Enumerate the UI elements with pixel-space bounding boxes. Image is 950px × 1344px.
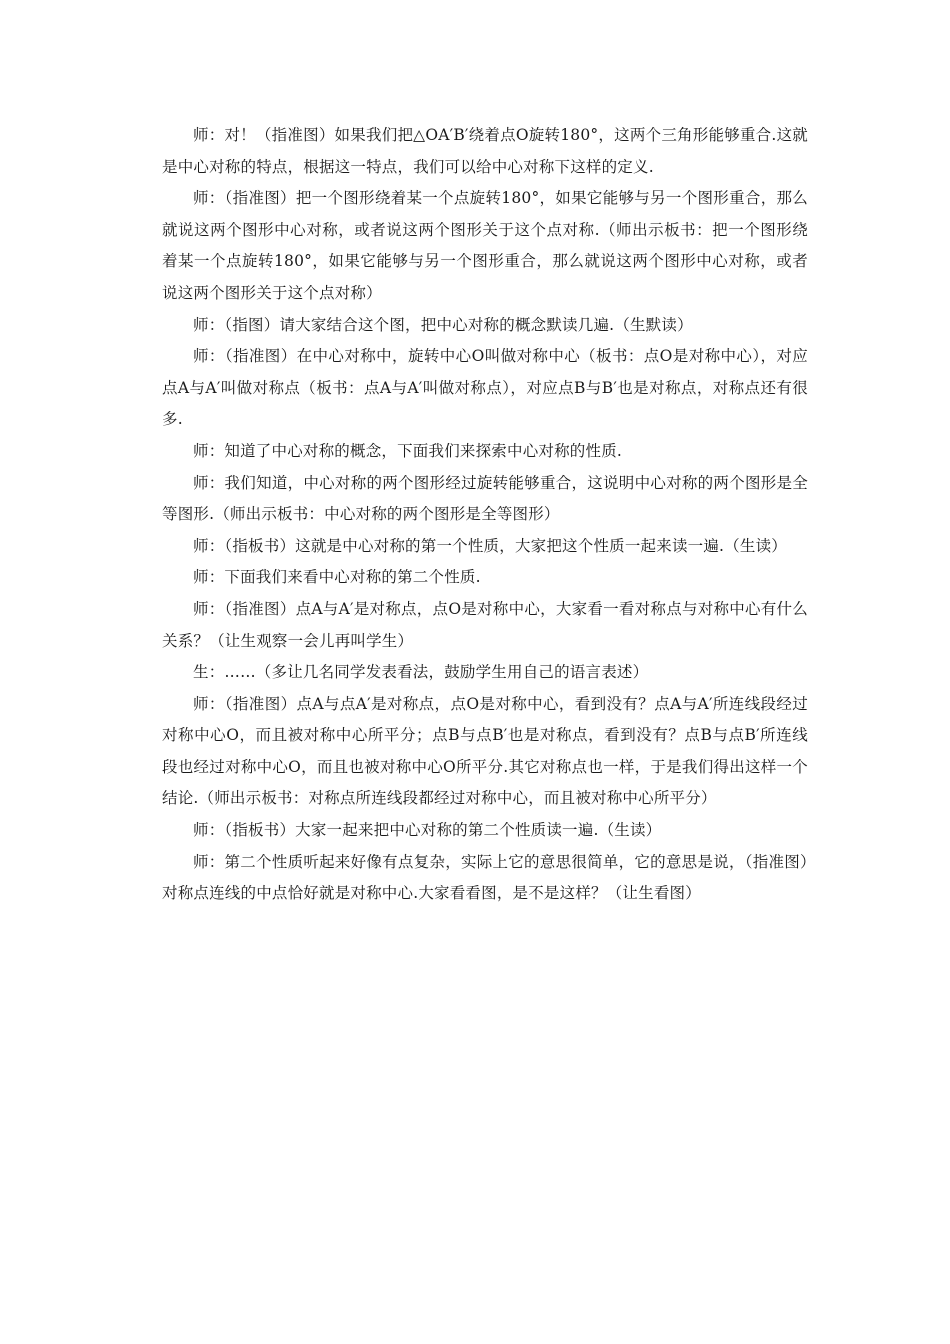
paragraph-12: 师：（指板书）大家一起来把中心对称的第二个性质读一遍.（生读） — [193, 821, 662, 840]
paragraph-8: 师：下面我们来看中心对称的第二个性质. — [193, 568, 481, 587]
lesson-transcript — [162, 120, 808, 910]
paragraph-6: 师：我们知道，中心对称的两个图形经过旋转能够重合，这说明中心对称的两个图形是全等图形.（师出示板书：中心对称的两个图形是全等图形） — [162, 473, 808, 524]
paragraph-5: 师：知道了中心对称的概念，下面我们来探索中心对称的性质. — [193, 441, 623, 460]
paragraph-2: 师：（指准图）把一个图形绕着某一个点旋转180°，如果它能够与另一个图形重合，那么就说这两个图形中心对称，或者说这两个图形关于这个点对称.（师出示板书：把一个图形绕着某一个点旋转180°，如果它能够与另一个图形重合，那么就说这两个图形中心对称，或者说这两个图形关于这个点对称） — [162, 189, 808, 302]
paragraph-13: 师：第二个性质听起来好像有点复杂，实际上它的意思很简单，它的意思是说，（指准图）对称点连线的中点恰好就是对称中心.大家看看图，是不是这样？（让生看图） — [162, 852, 808, 903]
paragraph-3: 师：（指图）请大家结合这个图，把中心对称的概念默读几遍.（生默读） — [193, 315, 693, 334]
paragraph-10: 生：……（多让几名同学发表看法，鼓励学生用自己的语言表述） — [193, 663, 649, 682]
paragraph-9: 师：（指准图）点A与A′是对称点，点O是对称中心，大家看一看对称点与对称中心有什么关系？（让生观察一会儿再叫学生） — [162, 599, 808, 650]
paragraph-11: 师：（指准图）点A与点A′是对称点，点O是对称中心，看到没有？点A与A′所连线段经过对称中心O，而且被对称中心所平分；点B与点B′也是对称点，看到没有？点B与点B′所连线段也经过对称中心O，而且也被对称中心O所平分.其它对称点也一样，于是我们得出这样一个结论.（师出示板书：对称点所连线段都经过对称中心，而且被对称中心所平分） — [162, 694, 808, 808]
paragraph-7: 师：（指板书）这就是中心对称的第一个性质，大家把这个性质一起来读一遍.（生读） — [193, 536, 787, 555]
paragraph-4: 师：（指准图）在中心对称中，旋转中心O叫做对称中心（板书：点O是对称中心），对应点A与A′叫做对称点（板书：点A与A′叫做对称点），对应点B与B′也是对称点，对称点还有很多. — [162, 347, 808, 429]
paragraph-1: 师：对！（指准图）如果我们把△OA′B′绕着点O旋转180°，这两个三角形能够重合.这就是中心对称的特点，根据这一特点，我们可以给中心对称下这样的定义. — [162, 126, 808, 176]
